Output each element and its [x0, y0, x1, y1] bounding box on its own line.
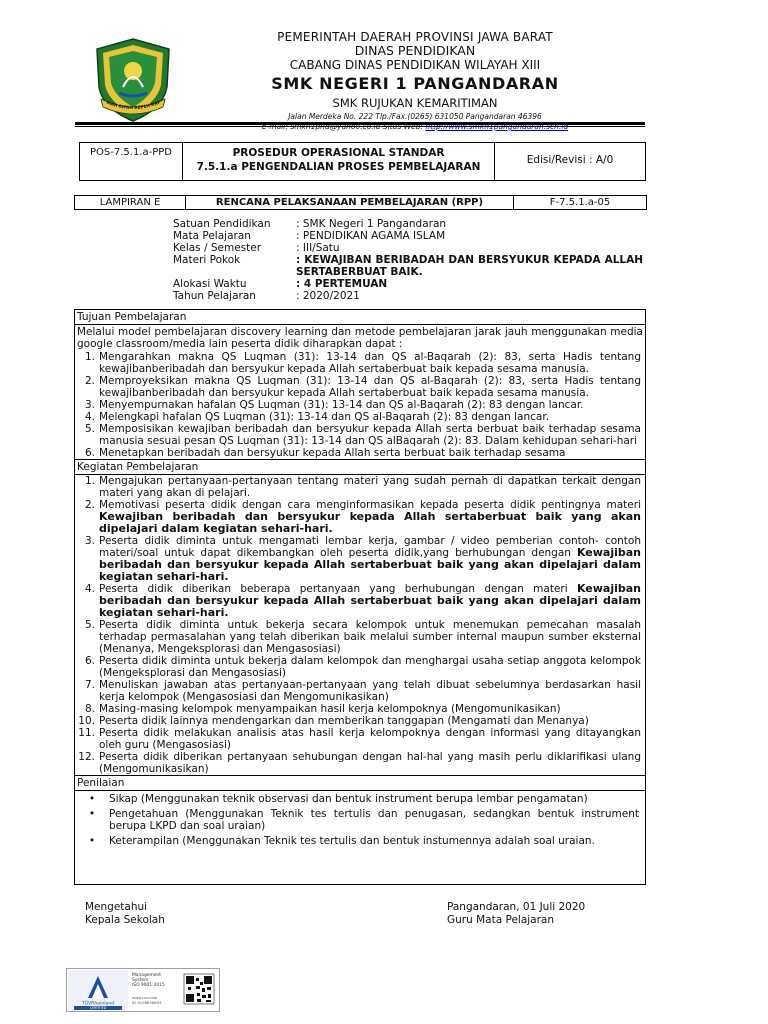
penilaian-section: [75, 791, 645, 847]
tuv-certification-badge: [66, 968, 220, 1012]
cert-line4: www.tuv.com: [132, 995, 158, 1000]
list-item: • Keterampilan (Menggunakan Teknik tes tertulis dan bentuk instumennya adalah soal uraian.: [88, 835, 595, 847]
lampiran-table: [74, 195, 647, 210]
kegiatan-list: [75, 475, 645, 775]
school-address: Jalan Merdeka No. 222 Tlp./Fax.(0265) 631050 Pangandaran 46396: [288, 112, 542, 121]
list-item: 12. Peserta didik diberikan pertanyaan sehubungan dengan hal-hal yang masih perlu diklarifikasi ulang (Mengomunikasikan): [78, 751, 641, 775]
list-item: 5. Memposisikan kewajiban beribadah dan bersyukur kepada Allah serta berbuat baik terhadap sesama manusia sesuai pesan QS Luqman (31): 13-14 dan QS alBaqarah (2): 83. Dalam kehidupan sehari-hari: [84, 423, 641, 447]
signature-left: [85, 901, 165, 927]
identity-value: : 4 PERTEMUAN: [296, 278, 388, 290]
identity-key: Tahun Pelajaran: [173, 290, 256, 302]
cert-line3: ISO 9001:2015: [132, 983, 165, 988]
identity-value: : KEWAJIBAN BERIBADAH DAN BERSYUKUR KEPADA ALLAH SERTABERBUAT BAIK.: [296, 254, 643, 278]
cert-line5: ID 9108638693: [132, 1000, 162, 1005]
list-item: 6. Menetapkan beribadah dan bersyukur kepada Allah serta berbuat baik terhadap sesama: [84, 447, 566, 459]
cert-line1: Management: [132, 973, 161, 978]
identity-key: Materi Pokok: [173, 254, 241, 266]
cert-line2: System: [132, 978, 149, 983]
list-item: 4. Peserta didik diberikan beberapa pertanyaan yang berhubungan dengan materi Kewajiban beribadah dan bersyukur kepada Allah sertaberbuat baik yang akan dipelajari dalam kegiatan sehari-hari.: [84, 582, 641, 619]
list-item: 6. Peserta didik diminta untuk bekerja dalam kelompok dan menghargai usaha setiap anggota kelompok (Mengeksplorasi dan Mengasosiasi): [84, 655, 641, 679]
list-item: 1. Mengarahkan makna QS Luqman (31): 13-14 dan QS al-Baqarah (2): 83, serta Hadis tentang kewajibanberibadah dan bersyukur kepada Allah sertaberbuat baik kepada sesama manusia.: [84, 351, 641, 375]
list-item: • Pengetahuan (Menggunakan Teknik tes tertulis dan penugasan, sedangkan bentuk instrument berupa LKPD dan soal uraian): [88, 808, 639, 832]
header-department: DINAS PENDIDIKAN: [354, 43, 476, 58]
identity-block: [173, 218, 643, 302]
list-item: 1. Mengajukan pertanyaan-pertanyaan tentang materi yang sudah pernah di dapatkan terkait dengan materi yang akan di pelajari.: [84, 475, 641, 499]
tuv-brand: TÜVRheinland: [81, 1001, 115, 1007]
header-rule-thin: [75, 126, 645, 127]
identity-key: Mata Pelajaran: [173, 230, 251, 242]
list-item: 7. Menuliskan jawaban atas pertanyaan-pertanyaan yang telah dibuat sebelumnya berdasarkan hasil kerja kelompok (Mengasosiasi dan Mengomunikasikan): [84, 679, 641, 703]
school-name: SMK NEGERI 1 PANGANDARAN: [271, 74, 559, 93]
list-item: 2. Memotivasi peserta didik dengan cara menginformasikan kepada peserta didik pentingnya materi Kewajiban beribadah dan bersyukur kepada Allah sertaberbuat baik yang akan dipelajari dalam kegiatan sehari-hari.: [84, 499, 641, 535]
identity-value: : SMK Negeri 1 Pangandaran: [296, 218, 447, 230]
identity-row: [173, 230, 643, 242]
identity-value: : PENDIDIKAN AGAMA ISLAM: [296, 230, 446, 242]
list-item: 11. Peserta didik melakukan analisis atas hasil kerja kelompoknya dengan informasi yang ditayangkan oleh guru (Mengasosiasi): [78, 727, 641, 751]
signature-acknowledged: Mengetahui: [85, 901, 148, 913]
identity-row: [173, 278, 643, 290]
school-subtitle: SMK RUJUKAN KEMARITIMAN: [332, 96, 498, 110]
identity-value: : III/Satu: [296, 242, 340, 254]
identity-row: [173, 290, 643, 302]
tujuan-list: [75, 351, 645, 459]
identity-key: Alokasi Waktu: [173, 278, 247, 290]
identity-key: Satuan Pendidikan: [173, 218, 271, 230]
list-item: 3. Menyempurnakan hafalan QS Luqman (31): 13-14 dan QS al-Baqarah (2): 83 dengan lancar.: [84, 399, 584, 411]
list-item: • Sikap (Menggunakan teknik observasi dan bentuk instrument berupa lembar pengamatan): [88, 793, 588, 805]
tuv-certified: CERTIFIED: [89, 1006, 107, 1011]
pos-code: POS-7.5.1.a-PPD: [80, 143, 183, 180]
logo-motto: MAH RIPAH REPEH RAP: [105, 100, 162, 112]
pos-title-line1: PROSEDUR OPERASIONAL STANDAR: [232, 147, 445, 159]
pos-title-line2: 7.5.1.a PENGENDALIAN PROSES PEMBELAJARAN: [196, 161, 481, 173]
header-government: PEMERINTAH DAERAH PROVINSI JAWA BARAT: [277, 30, 553, 44]
penilaian-list: [75, 791, 645, 847]
header-branch: CABANG DINAS PENDIDIKAN WILAYAH XIII: [289, 58, 541, 72]
list-item: 10. Peserta didik lainnya mendengarkan dan memberikan tanggapan (Mengamati dan Menanya): [78, 715, 589, 727]
kegiatan-heading: Kegiatan Pembelajaran: [75, 460, 645, 475]
list-item: 4. Melengkapi hafalan QS Luqman (31): 13-14 dan QS al-Baqarah (2): 83 dengan lancar.: [84, 411, 550, 423]
list-item: 2. Memproyeksikan makna QS Luqman (31): 13-14 dan QS al-Baqarah (2): 83, serta Hadis tentang kewajibanberibadah dan bersyukur kepada Allah sertaberbuat baik kepada sesama manusia.: [84, 375, 641, 399]
signature-teacher: Guru Mata Pelajaran: [447, 914, 555, 926]
identity-key: Kelas / Semester: [173, 242, 262, 254]
header-rule-thick: [75, 122, 645, 125]
kegiatan-section: [75, 475, 645, 776]
tujuan-section: [75, 325, 645, 460]
jawa-barat-emblem-icon: [93, 37, 173, 123]
qr-code-icon: [184, 974, 214, 1004]
list-item: 3. Peserta didik diminta untuk mengamati lembar kerja, gambar / video pemberian contoh- contoh materi/soal untuk dapat dikembangkan oleh peserta didik,yang berhubungan dengan Kewajiban beribadah dan bersyukur kepada Allah sertaberbuat baik yang akan dipelajari dalam kegiatan sehari-hari.: [84, 535, 641, 583]
signature-place-date: Pangandaran, 01 Juli 2020: [447, 901, 586, 913]
identity-value: : 2020/2021: [296, 290, 360, 302]
tujuan-heading: Tujuan Pembelajaran: [75, 310, 645, 325]
tujuan-intro: Melalui model pembelajaran discovery learning dan metode pembelajaran jarak jauh menggunakan media google classroom/media lain peserta didik diharapkan dapat :: [77, 326, 643, 350]
pos-table: [79, 142, 646, 181]
penilaian-heading: Penilaian: [75, 776, 645, 791]
lampiran-title: RENCANA PELAKSANAAN PEMBELAJARAN (RPP): [186, 196, 514, 209]
rpp-content-box: [74, 309, 646, 885]
signature-right: [447, 901, 585, 927]
identity-row: [173, 218, 643, 230]
list-item: 5. Peserta didik diminta untuk bekerja secara kelompok untuk menemukan pemecahan masalah terhadap permasalahan yang telah diberikan baik melalui sumber internal maupun sumber eksternal (Menanya, Mengeksplorasi dan Mengasosiasi): [84, 619, 641, 655]
lampiran-form-code: F-7.5.1.a-05: [549, 197, 611, 208]
pos-edition: Edisi/Revisi : A/0: [526, 154, 614, 166]
letterhead: [180, 30, 650, 132]
pos-title: [183, 143, 495, 180]
identity-row: [173, 242, 643, 254]
identity-row: [173, 254, 643, 278]
list-item: 8. Masing-masing kelompok menyampaikan hasil kerja kelompoknya (Mengomunikasikan): [84, 703, 561, 715]
lampiran-label: LAMPIRAN E: [75, 196, 186, 209]
signature-principal: Kepala Sekolah: [85, 914, 165, 926]
